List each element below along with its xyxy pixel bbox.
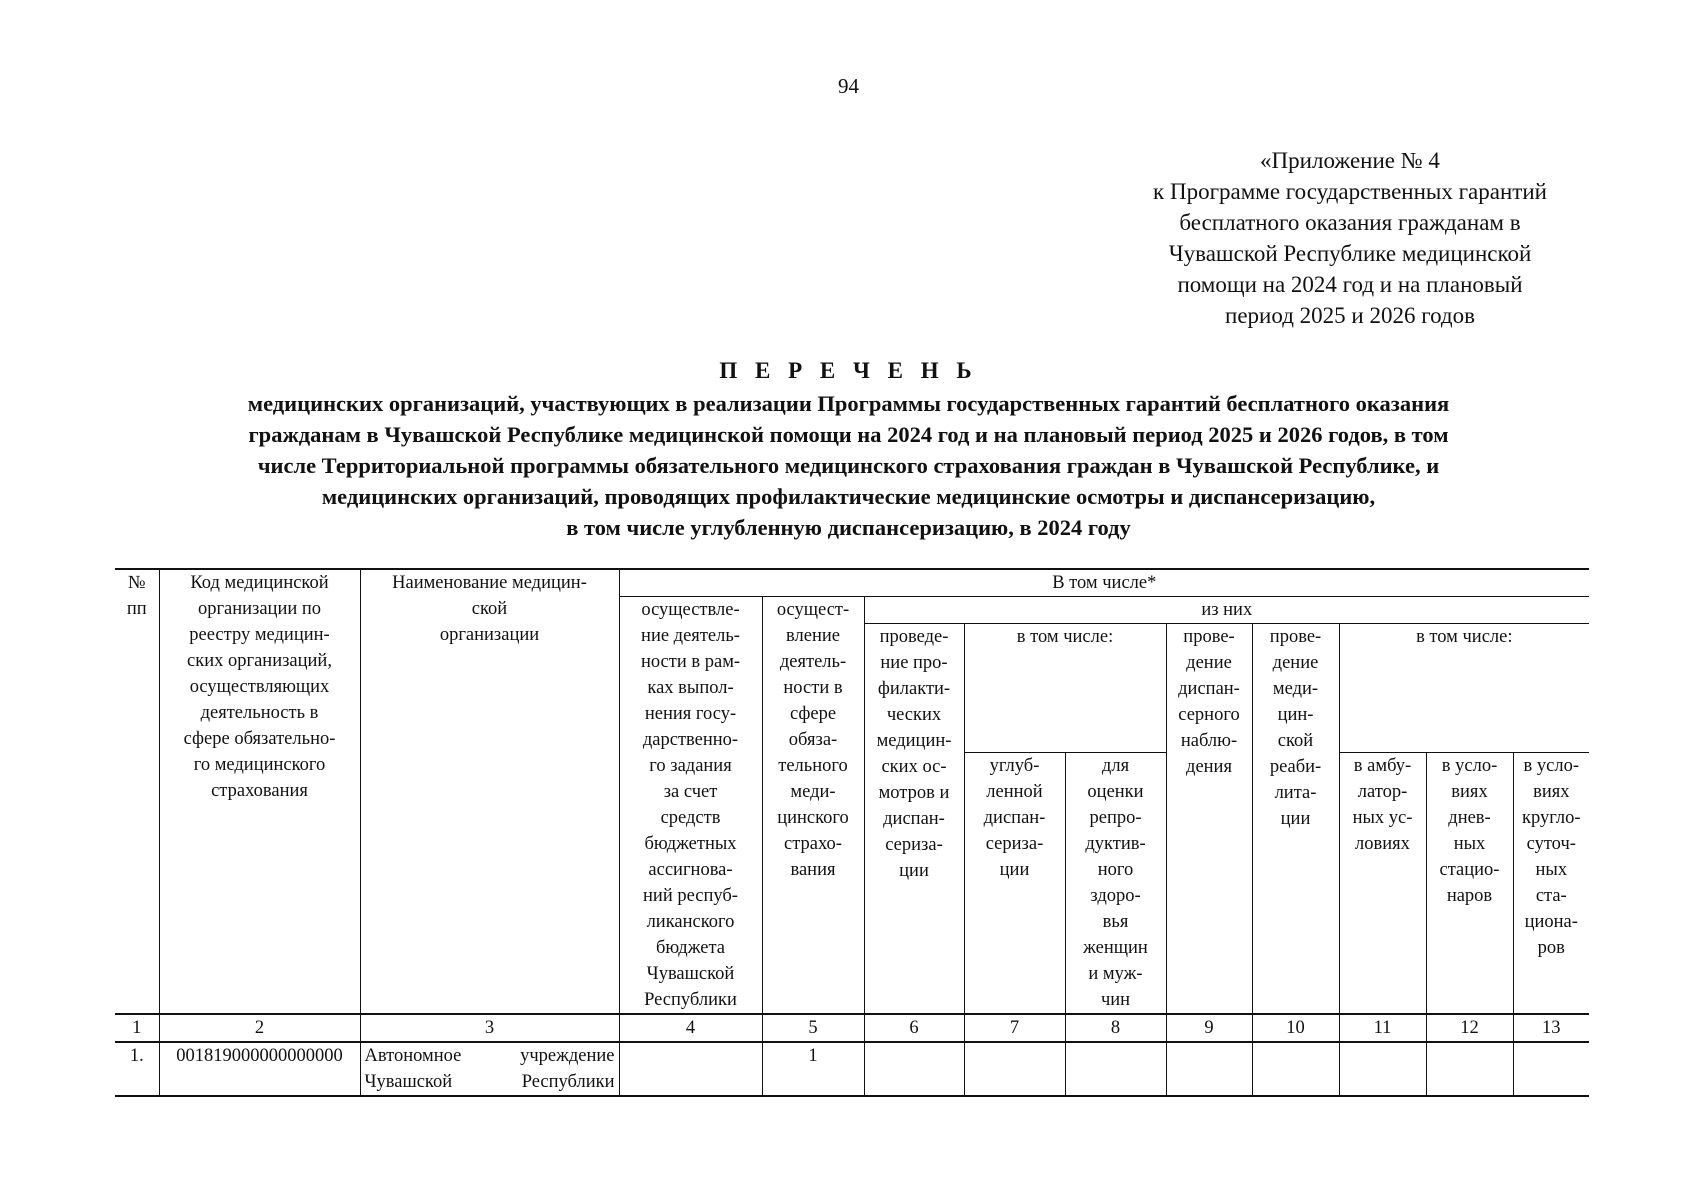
header-text-line: ного — [1097, 860, 1134, 880]
header-text-line: диспан- — [1178, 679, 1240, 699]
header-text-line: нения госу- — [644, 704, 737, 724]
header-text-line: виях — [1533, 782, 1570, 802]
header-text-line: наров — [1446, 886, 1493, 906]
header-text-line: кругло- — [1522, 808, 1581, 828]
header-preventive-exams — [864, 624, 964, 1015]
column-number: 4 — [619, 1014, 762, 1042]
cell-in-depth-dispensary — [964, 1042, 1065, 1096]
column-number: 10 — [1252, 1014, 1339, 1042]
header-text-line: суточ- — [1526, 834, 1576, 854]
header-text-line: цинского — [777, 808, 849, 828]
header-text-line: оценки — [1087, 782, 1144, 802]
appendix-line: «Приложение № 4 — [1260, 148, 1440, 173]
header-text-line: организации — [439, 625, 540, 645]
header-text-line: реаби- — [1269, 757, 1322, 777]
cell-compulsory-insurance: 1 — [762, 1042, 864, 1096]
header-text-line: меди- — [790, 782, 836, 802]
header-text-line: Код медицинской — [190, 573, 329, 593]
header-text-line: ских организаций, — [187, 651, 332, 671]
organization-code: 001819000000000000 — [159, 1042, 360, 1096]
organization-name — [360, 1042, 619, 1096]
header-text-line: ных ус- — [1352, 808, 1413, 828]
document-subtitle — [80, 388, 1617, 543]
name-word: Чувашской — [364, 1072, 453, 1092]
appendix-line: Чувашской Республике медицинской — [1168, 241, 1532, 266]
appendix-line: бесплатного оказания гражданам в — [1179, 210, 1521, 235]
header-text-line: здоро- — [1090, 886, 1141, 906]
header-text-line: го задания — [649, 756, 732, 776]
header-text-line: днев- — [1448, 808, 1491, 828]
header-text-line: ции — [999, 860, 1030, 880]
header-text-line: тельного — [778, 756, 848, 776]
header-including-b: в том числе: — [1339, 624, 1589, 753]
header-text-line: Чувашской — [646, 964, 735, 984]
header-text-line: осуществле- — [641, 600, 740, 620]
header-text-line: сериза- — [885, 835, 943, 855]
table-row — [115, 1042, 1589, 1096]
header-text-line: женщин — [1083, 938, 1148, 958]
column-number: 2 — [159, 1014, 360, 1042]
header-text-line: № — [127, 573, 146, 593]
header-text-line: дения — [1186, 757, 1232, 777]
cell-day-hospital — [1426, 1042, 1513, 1096]
header-text-line: вья — [1102, 912, 1129, 932]
header-text-line: ние про- — [880, 653, 948, 673]
header-text-line: страхо- — [784, 834, 842, 854]
header-text-line: филакти- — [877, 679, 951, 699]
column-number: 5 — [762, 1014, 864, 1042]
header-text-line: ние деятель- — [641, 626, 740, 646]
header-text-line: ликанского — [646, 912, 735, 932]
subtitle-line: медицинских организаций, участвующих в реализации Программы государственных гарантий бесплатного оказания — [247, 391, 1450, 416]
header-text-line: дарственно- — [642, 730, 739, 750]
header-text-line: ных — [1535, 860, 1568, 880]
header-text-line: Республики — [644, 990, 737, 1010]
appendix-line: помощи на 2024 год и на плановый — [1177, 272, 1523, 297]
organizations-table — [115, 568, 1589, 1097]
header-text-line: ских ос- — [881, 757, 947, 777]
column-number: 8 — [1065, 1014, 1166, 1042]
column-number: 3 — [360, 1014, 619, 1042]
header-text-line: сфере обязательно- — [183, 729, 336, 749]
header-outpatient — [1339, 753, 1426, 1015]
header-rehabilitation — [1252, 624, 1339, 1015]
header-text-line: ции — [899, 861, 929, 881]
appendix-line: период 2025 и 2026 годов — [1225, 303, 1475, 328]
header-text-line: меди- — [1272, 679, 1319, 699]
header-text-line: ных — [1453, 834, 1486, 854]
header-text-line: ловиях — [1355, 834, 1410, 854]
header-dispensary-observation — [1166, 624, 1252, 1015]
name-word: учреждение — [520, 1046, 615, 1066]
column-number: 7 — [964, 1014, 1065, 1042]
header-in-depth-dispensary — [964, 753, 1065, 1015]
header-day-hospital — [1426, 753, 1513, 1015]
header-compulsory-insurance — [762, 597, 864, 1015]
header-text-line: серного — [1178, 705, 1240, 725]
header-text-line: проведе- — [879, 627, 949, 647]
header-text-line: ках выпол- — [647, 678, 734, 698]
cell-state-assignment — [619, 1042, 762, 1096]
header-text-line: реестру медицин- — [189, 625, 330, 645]
header-code — [159, 569, 360, 1014]
cell-preventive-exams — [864, 1042, 964, 1096]
page-number: 94 — [838, 74, 859, 98]
organization-name-line — [363, 1043, 617, 1069]
cell-outpatient — [1339, 1042, 1426, 1096]
header-text-line: мотров и — [878, 783, 950, 803]
name-word: Республики — [521, 1072, 615, 1092]
header-name — [360, 569, 619, 1014]
header-text-line: наблю- — [1180, 731, 1238, 751]
header-text-line: вление — [786, 626, 840, 646]
header-text-line: сериза- — [985, 834, 1044, 854]
subtitle-line: гражданам в Чувашской Республике медицинской помощи на 2024 год и на плановый период 2025 и 2026 годов, в том — [248, 422, 1449, 447]
header-text-line: организации по — [197, 599, 322, 619]
header-state-assignment — [619, 597, 762, 1015]
header-of-them: из них — [864, 597, 1589, 624]
header-text-line: ста- — [1535, 886, 1567, 906]
header-text-line: в усло- — [1523, 756, 1580, 776]
header-text-line: циона- — [1524, 912, 1578, 932]
document-title: П Е Р Е Ч Е Н Ь — [719, 358, 978, 383]
header-text-line: прове- — [1183, 627, 1235, 647]
header-text-line: цин- — [1277, 705, 1314, 725]
header-text-line: пп — [126, 599, 147, 619]
header-text-line: деятель- — [779, 652, 847, 672]
column-number: 11 — [1339, 1014, 1426, 1042]
header-reproductive-health — [1065, 753, 1166, 1015]
header-text-line: прове- — [1269, 627, 1322, 647]
header-text-line: ции — [1280, 809, 1311, 829]
column-number: 12 — [1426, 1014, 1513, 1042]
header-text-line: ности в рам- — [640, 652, 741, 672]
column-number: 1 — [115, 1014, 159, 1042]
row-number: 1. — [115, 1042, 159, 1096]
header-in-that-number: В том числе* — [619, 569, 1589, 597]
subtitle-line: в том числе углубленную диспансеризацию, в 2024 году — [566, 515, 1131, 540]
header-text-line: чин — [1100, 990, 1131, 1010]
column-number: 9 — [1166, 1014, 1252, 1042]
header-text-line: ров — [1537, 938, 1565, 958]
header-text-line: осущест- — [776, 600, 850, 620]
name-word: Автономное — [364, 1046, 462, 1066]
header-including-a: в том числе: — [964, 624, 1166, 753]
subtitle-line: числе Территориальной программы обязательного медицинского страхования граждан в Чувашской Республике, и — [257, 453, 1440, 478]
header-text-line: дение — [1272, 653, 1319, 673]
column-number: 6 — [864, 1014, 964, 1042]
header-text-line: осуществляющих — [189, 677, 330, 697]
header-text-line: деятельность в — [200, 703, 319, 723]
appendix-line: к Программе государственных гарантий — [1153, 179, 1547, 204]
header-text-line: дение — [1186, 653, 1232, 673]
header-text-line: диспан- — [883, 809, 945, 829]
cell-rehabilitation — [1252, 1042, 1339, 1096]
header-text-line: бюджета — [656, 938, 725, 958]
header-text-line: медицин- — [876, 731, 952, 751]
organization-name-line — [363, 1069, 617, 1095]
column-number: 13 — [1513, 1014, 1589, 1042]
header-text-line: сфере — [789, 704, 837, 724]
header-text-line: лита- — [1274, 783, 1317, 803]
appendix-reference — [1120, 145, 1580, 331]
header-text-line: го медицинского — [193, 755, 326, 775]
header-text-line: ской — [471, 599, 508, 619]
header-text-line: в усло- — [1441, 756, 1498, 776]
header-text-line: ний респуб- — [643, 886, 738, 906]
header-text-line: ности в — [783, 678, 843, 698]
header-text-line: Наименование медицин- — [392, 573, 587, 593]
header-round-the-clock-hospital — [1513, 753, 1589, 1015]
header-text-line: для — [1101, 756, 1130, 776]
header-text-line: за счет — [663, 782, 718, 802]
cell-round-the-clock-hospital — [1513, 1042, 1589, 1096]
header-text-line: и муж- — [1088, 964, 1143, 984]
cell-dispensary-observation — [1166, 1042, 1252, 1096]
header-text-line: виях — [1451, 782, 1488, 802]
header-text-line: ческих — [886, 705, 942, 725]
header-text-line: вания — [790, 860, 836, 880]
header-text-line: латор- — [1357, 782, 1408, 802]
subtitle-line: медицинских организаций, проводящих профилактические медицинские осмотры и диспансеризацию, — [321, 484, 1376, 509]
header-text-line: бюджетных — [644, 834, 737, 854]
cell-reproductive-health — [1065, 1042, 1166, 1096]
header-number — [115, 569, 159, 1014]
header-text-line: стацио- — [1439, 860, 1500, 880]
header-text-line: ской — [1277, 731, 1314, 751]
header-text-line: страхования — [211, 781, 308, 801]
header-text-line: в амбу- — [1353, 756, 1412, 776]
header-text-line: ассигнова- — [648, 860, 733, 880]
header-text-line: средств — [660, 808, 721, 828]
header-text-line: репро- — [1089, 808, 1142, 828]
header-text-line: ленной — [986, 782, 1043, 802]
header-text-line: диспан- — [983, 808, 1046, 828]
header-text-line: дуктив- — [1085, 834, 1146, 854]
header-text-line: углуб- — [989, 756, 1040, 776]
header-text-line: обяза- — [788, 730, 838, 750]
column-numbers-row — [115, 1014, 1589, 1042]
